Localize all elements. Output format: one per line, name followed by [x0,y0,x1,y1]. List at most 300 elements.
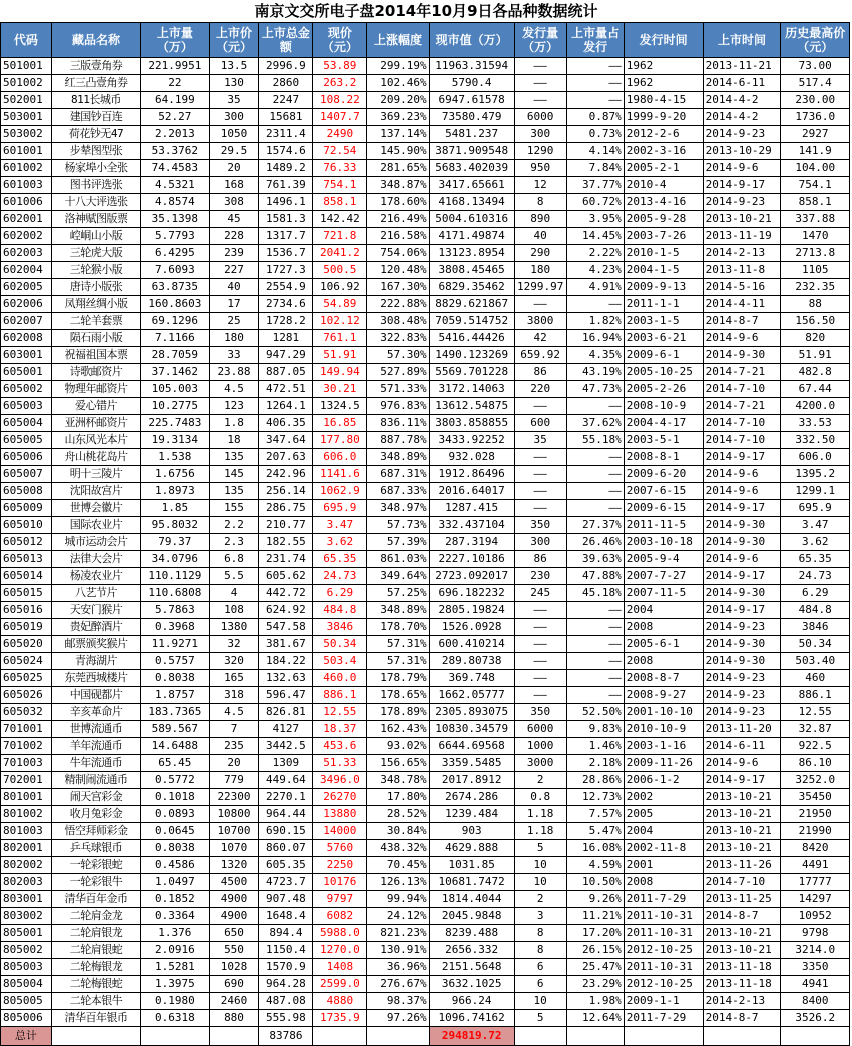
item-name-cell[interactable]: 唐诗小版张 [51,279,140,296]
listing-amount-cell[interactable]: 2247 [259,92,313,109]
header-cell[interactable]: 发行时间 [624,23,703,58]
rise-pct-cell[interactable]: 348.78% [367,772,429,789]
listing-date-cell[interactable]: 2014-5-16 [703,279,781,296]
issue-date-cell[interactable]: 2008-10-9 [624,398,703,415]
code-cell[interactable]: 602008 [1,330,52,347]
rise-pct-cell[interactable]: 369.23% [367,109,429,126]
code-cell[interactable]: 605004 [1,415,52,432]
issue-date-cell[interactable]: 2008-8-7 [624,670,703,687]
header-cell[interactable]: 现市值（万） [429,23,514,58]
market-value-cell[interactable]: 5569.701228 [429,364,514,381]
market-value-cell[interactable]: 903 [429,823,514,840]
rise-pct-cell[interactable]: 97.26% [367,1010,429,1027]
item-name-cell[interactable]: 十八大评选张 [51,194,140,211]
item-name-cell[interactable]: 二轮肩银蛇 [51,942,140,959]
listing-price-cell[interactable]: 650 [209,925,259,942]
current-price-cell[interactable]: 2041.2 [313,245,367,262]
listing-ratio-cell[interactable]: 4.91% [566,279,624,296]
highest-price-cell[interactable]: 86.10 [781,755,850,772]
listing-amount-cell[interactable]: 381.67 [259,636,313,653]
listing-qty-cell[interactable]: 0.5757 [141,653,210,670]
code-cell[interactable]: 605024 [1,653,52,670]
rise-pct-cell[interactable]: 137.14% [367,126,429,143]
rise-pct-cell[interactable]: 30.84% [367,823,429,840]
listing-price-cell[interactable]: 779 [209,772,259,789]
market-value-cell[interactable]: 6644.69568 [429,738,514,755]
listing-amount-cell[interactable]: 242.96 [259,466,313,483]
listing-qty-cell[interactable]: 105.003 [141,381,210,398]
listing-price-cell[interactable]: 4900 [209,908,259,925]
current-price-cell[interactable]: 460.0 [313,670,367,687]
issue-qty-cell[interactable]: 1000 [514,738,566,755]
table-cell[interactable] [624,1027,703,1046]
highest-price-cell[interactable]: 1736.0 [781,109,850,126]
listing-amount-cell[interactable]: 1489.2 [259,160,313,177]
item-name-cell[interactable]: 收月兔彩金 [51,806,140,823]
issue-date-cell[interactable]: 2007-6-15 [624,483,703,500]
listing-qty-cell[interactable]: 0.1852 [141,891,210,908]
listing-amount-cell[interactable]: 761.39 [259,177,313,194]
current-price-cell[interactable]: 24.73 [313,568,367,585]
issue-qty-cell[interactable]: —— [514,449,566,466]
current-price-cell[interactable]: 10176 [313,874,367,891]
issue-qty-cell[interactable]: 245 [514,585,566,602]
rise-pct-cell[interactable]: 281.65% [367,160,429,177]
item-name-cell[interactable]: 法律大会片 [51,551,140,568]
rise-pct-cell[interactable]: 178.79% [367,670,429,687]
listing-price-cell[interactable]: 123 [209,398,259,415]
current-price-cell[interactable]: 4880 [313,993,367,1010]
listing-date-cell[interactable]: 2013-10-21 [703,840,781,857]
listing-price-cell[interactable]: 4900 [209,891,259,908]
rise-pct-cell[interactable]: 57.39% [367,534,429,551]
listing-price-cell[interactable]: 6.8 [209,551,259,568]
listing-date-cell[interactable]: 2014-4-11 [703,296,781,313]
item-name-cell[interactable]: 步辇图型张 [51,143,140,160]
issue-date-cell[interactable]: 2005-10-25 [624,364,703,381]
listing-ratio-cell[interactable]: 9.83% [566,721,624,738]
issue-date-cell[interactable]: 2005-6-1 [624,636,703,653]
listing-date-cell[interactable]: 2013-10-21 [703,925,781,942]
listing-ratio-cell[interactable]: —— [566,602,624,619]
listing-qty-cell[interactable]: 1.3975 [141,976,210,993]
highest-price-cell[interactable]: 332.50 [781,432,850,449]
listing-ratio-cell[interactable]: 43.19% [566,364,624,381]
listing-date-cell[interactable]: 2013-11-18 [703,976,781,993]
listing-ratio-cell[interactable]: 39.63% [566,551,624,568]
issue-qty-cell[interactable]: 12 [514,177,566,194]
highest-price-cell[interactable]: 337.88 [781,211,850,228]
rise-pct-cell[interactable]: 527.89% [367,364,429,381]
rise-pct-cell[interactable]: 167.30% [367,279,429,296]
rise-pct-cell[interactable]: 130.91% [367,942,429,959]
rise-pct-cell[interactable]: 348.97% [367,500,429,517]
listing-date-cell[interactable]: 2013-11-20 [703,721,781,738]
rise-pct-cell[interactable]: 93.02% [367,738,429,755]
market-value-cell[interactable]: 5481.237 [429,126,514,143]
listing-qty-cell[interactable]: 10.2775 [141,398,210,415]
highest-price-cell[interactable]: 2713.8 [781,245,850,262]
current-price-cell[interactable]: 9797 [313,891,367,908]
listing-price-cell[interactable]: 135 [209,483,259,500]
current-price-cell[interactable]: 54.89 [313,296,367,313]
listing-qty-cell[interactable]: 65.45 [141,755,210,772]
total-listing-amount[interactable]: 83786 [259,1027,313,1046]
market-value-cell[interactable]: 287.3194 [429,534,514,551]
highest-price-cell[interactable]: 3846 [781,619,850,636]
listing-qty-cell[interactable]: 74.4583 [141,160,210,177]
rise-pct-cell[interactable]: 120.48% [367,262,429,279]
current-price-cell[interactable]: 102.12 [313,313,367,330]
listing-qty-cell[interactable]: 0.5772 [141,772,210,789]
listing-amount-cell[interactable]: 1264.1 [259,398,313,415]
issue-date-cell[interactable]: 2005-9-4 [624,551,703,568]
code-cell[interactable]: 602001 [1,211,52,228]
highest-price-cell[interactable]: 50.34 [781,636,850,653]
issue-date-cell[interactable]: 2009-9-13 [624,279,703,296]
issue-qty-cell[interactable]: 350 [514,517,566,534]
code-cell[interactable]: 805005 [1,993,52,1010]
listing-qty-cell[interactable]: 34.0796 [141,551,210,568]
listing-price-cell[interactable]: 1070 [209,840,259,857]
current-price-cell[interactable]: 1062.9 [313,483,367,500]
item-name-cell[interactable]: 精制闹流通币 [51,772,140,789]
listing-price-cell[interactable]: 20 [209,160,259,177]
issue-qty-cell[interactable]: 300 [514,126,566,143]
current-price-cell[interactable]: 1141.6 [313,466,367,483]
listing-qty-cell[interactable]: 0.0893 [141,806,210,823]
current-price-cell[interactable]: 1407.7 [313,109,367,126]
market-value-cell[interactable]: 8239.488 [429,925,514,942]
current-price-cell[interactable]: 14000 [313,823,367,840]
listing-qty-cell[interactable]: 5.7793 [141,228,210,245]
rise-pct-cell[interactable]: 276.67% [367,976,429,993]
listing-amount-cell[interactable]: 472.51 [259,381,313,398]
highest-price-cell[interactable]: 8420 [781,840,850,857]
issue-date-cell[interactable]: 2004-1-5 [624,262,703,279]
item-name-cell[interactable]: 811长城币 [51,92,140,109]
item-name-cell[interactable]: 三轮猴小版 [51,262,140,279]
listing-amount-cell[interactable]: 1574.6 [259,143,313,160]
rise-pct-cell[interactable]: 216.58% [367,228,429,245]
current-price-cell[interactable]: 3846 [313,619,367,636]
code-cell[interactable]: 702001 [1,772,52,789]
listing-qty-cell[interactable]: 14.6488 [141,738,210,755]
listing-ratio-cell[interactable]: —— [566,58,624,75]
current-price-cell[interactable]: 1324.5 [313,398,367,415]
listing-qty-cell[interactable]: 0.4586 [141,857,210,874]
rise-pct-cell[interactable]: 178.89% [367,704,429,721]
issue-date-cell[interactable]: 2001-10-10 [624,704,703,721]
item-name-cell[interactable]: 杨凌农业片 [51,568,140,585]
listing-amount-cell[interactable]: 1150.4 [259,942,313,959]
market-value-cell[interactable]: 11963.31594 [429,58,514,75]
listing-amount-cell[interactable]: 2734.6 [259,296,313,313]
issue-qty-cell[interactable]: 230 [514,568,566,585]
table-cell[interactable] [51,1027,140,1046]
listing-qty-cell[interactable]: 589.567 [141,721,210,738]
listing-date-cell[interactable]: 2013-10-29 [703,143,781,160]
listing-amount-cell[interactable]: 964.28 [259,976,313,993]
listing-date-cell[interactable]: 2014-9-30 [703,636,781,653]
issue-qty-cell[interactable]: 890 [514,211,566,228]
code-cell[interactable]: 605002 [1,381,52,398]
listing-qty-cell[interactable]: 7.1166 [141,330,210,347]
highest-price-cell[interactable]: 9798 [781,925,850,942]
market-value-cell[interactable]: 2227.10186 [429,551,514,568]
listing-date-cell[interactable]: 2014-7-21 [703,398,781,415]
code-cell[interactable]: 502001 [1,92,52,109]
market-value-cell[interactable]: 3803.858855 [429,415,514,432]
issue-date-cell[interactable]: 2009-6-20 [624,466,703,483]
code-cell[interactable]: 805003 [1,959,52,976]
market-value-cell[interactable]: 369.748 [429,670,514,687]
issue-qty-cell[interactable]: 86 [514,364,566,381]
issue-qty-cell[interactable]: 659.92 [514,347,566,364]
issue-qty-cell[interactable]: 6000 [514,721,566,738]
issue-date-cell[interactable]: 2002-3-16 [624,143,703,160]
highest-price-cell[interactable]: 3.62 [781,534,850,551]
code-cell[interactable]: 602007 [1,313,52,330]
code-cell[interactable]: 602004 [1,262,52,279]
issue-qty-cell[interactable]: —— [514,466,566,483]
highest-price-cell[interactable]: 517.4 [781,75,850,92]
listing-ratio-cell[interactable]: —— [566,398,624,415]
highest-price-cell[interactable]: 35450 [781,789,850,806]
listing-price-cell[interactable]: 7 [209,721,259,738]
listing-amount-cell[interactable]: 860.07 [259,840,313,857]
rise-pct-cell[interactable]: 178.65% [367,687,429,704]
rise-pct-cell[interactable]: 348.89% [367,602,429,619]
listing-amount-cell[interactable]: 256.14 [259,483,313,500]
highest-price-cell[interactable]: 1470 [781,228,850,245]
listing-qty-cell[interactable]: 2.2013 [141,126,210,143]
listing-qty-cell[interactable]: 53.3762 [141,143,210,160]
highest-price-cell[interactable]: 1299.1 [781,483,850,500]
rise-pct-cell[interactable]: 162.43% [367,721,429,738]
listing-ratio-cell[interactable]: 11.21% [566,908,624,925]
listing-qty-cell[interactable]: 6.4295 [141,245,210,262]
market-value-cell[interactable]: 1912.86496 [429,466,514,483]
issue-qty-cell[interactable]: 2 [514,772,566,789]
listing-amount-cell[interactable]: 547.58 [259,619,313,636]
listing-amount-cell[interactable]: 826.81 [259,704,313,721]
item-name-cell[interactable]: 二轮肩金龙 [51,908,140,925]
rise-pct-cell[interactable]: 57.25% [367,585,429,602]
listing-price-cell[interactable]: 320 [209,653,259,670]
header-cell[interactable]: 现价（元） [313,23,367,58]
code-cell[interactable]: 701003 [1,755,52,772]
issue-qty-cell[interactable]: 40 [514,228,566,245]
code-cell[interactable]: 501001 [1,58,52,75]
item-name-cell[interactable]: 世博会徽片 [51,500,140,517]
highest-price-cell[interactable]: 73.00 [781,58,850,75]
market-value-cell[interactable]: 2151.5648 [429,959,514,976]
total-market-value[interactable]: 294819.72 [429,1027,514,1046]
listing-price-cell[interactable]: 4500 [209,874,259,891]
market-value-cell[interactable]: 3433.92252 [429,432,514,449]
listing-ratio-cell[interactable]: 26.15% [566,942,624,959]
highest-price-cell[interactable]: 858.1 [781,194,850,211]
listing-amount-cell[interactable]: 184.22 [259,653,313,670]
listing-date-cell[interactable]: 2013-11-26 [703,857,781,874]
highest-price-cell[interactable]: 4941 [781,976,850,993]
current-price-cell[interactable]: 142.42 [313,211,367,228]
code-cell[interactable]: 605019 [1,619,52,636]
listing-ratio-cell[interactable]: 25.47% [566,959,624,976]
highest-price-cell[interactable]: 17777 [781,874,850,891]
code-cell[interactable]: 605032 [1,704,52,721]
highest-price-cell[interactable]: 67.44 [781,381,850,398]
issue-qty-cell[interactable]: 6 [514,959,566,976]
listing-amount-cell[interactable]: 1496.1 [259,194,313,211]
listing-ratio-cell[interactable]: —— [566,449,624,466]
item-name-cell[interactable]: 乒乓球银币 [51,840,140,857]
listing-date-cell[interactable]: 2014-9-17 [703,602,781,619]
issue-qty-cell[interactable]: —— [514,670,566,687]
market-value-cell[interactable]: 332.437104 [429,517,514,534]
listing-price-cell[interactable]: 227 [209,262,259,279]
listing-ratio-cell[interactable]: —— [566,653,624,670]
market-value-cell[interactable]: 2305.893075 [429,704,514,721]
listing-price-cell[interactable]: 235 [209,738,259,755]
rise-pct-cell[interactable]: 24.12% [367,908,429,925]
listing-qty-cell[interactable]: 160.8603 [141,296,210,313]
issue-date-cell[interactable]: 1980-4-15 [624,92,703,109]
code-cell[interactable]: 802003 [1,874,52,891]
current-price-cell[interactable]: 6082 [313,908,367,925]
highest-price-cell[interactable]: 4491 [781,857,850,874]
rise-pct-cell[interactable]: 348.87% [367,177,429,194]
listing-price-cell[interactable]: 318 [209,687,259,704]
listing-date-cell[interactable]: 2014-9-30 [703,517,781,534]
listing-ratio-cell[interactable]: —— [566,75,624,92]
listing-date-cell[interactable]: 2014-9-30 [703,653,781,670]
listing-ratio-cell[interactable]: 4.23% [566,262,624,279]
listing-amount-cell[interactable]: 1317.7 [259,228,313,245]
highest-price-cell[interactable]: 1105 [781,262,850,279]
current-price-cell[interactable]: 5760 [313,840,367,857]
issue-qty-cell[interactable]: 3800 [514,313,566,330]
market-value-cell[interactable]: 73580.479 [429,109,514,126]
listing-price-cell[interactable]: 32 [209,636,259,653]
listing-price-cell[interactable]: 33 [209,347,259,364]
listing-ratio-cell[interactable]: 26.46% [566,534,624,551]
listing-qty-cell[interactable]: 37.1462 [141,364,210,381]
listing-price-cell[interactable]: 18 [209,432,259,449]
listing-ratio-cell[interactable]: —— [566,92,624,109]
issue-qty-cell[interactable]: 1299.97 [514,279,566,296]
listing-amount-cell[interactable]: 4127 [259,721,313,738]
listing-price-cell[interactable]: 2.2 [209,517,259,534]
listing-ratio-cell[interactable]: 10.50% [566,874,624,891]
issue-qty-cell[interactable]: 5 [514,1010,566,1027]
current-price-cell[interactable]: 76.33 [313,160,367,177]
listing-amount-cell[interactable]: 605.35 [259,857,313,874]
issue-qty-cell[interactable]: —— [514,500,566,517]
code-cell[interactable]: 605026 [1,687,52,704]
listing-ratio-cell[interactable]: 0.87% [566,109,624,126]
rise-pct-cell[interactable]: 145.90% [367,143,429,160]
listing-date-cell[interactable]: 2014-9-17 [703,568,781,585]
issue-date-cell[interactable]: 2010-4 [624,177,703,194]
rise-pct-cell[interactable]: 299.19% [367,58,429,75]
listing-qty-cell[interactable]: 63.8735 [141,279,210,296]
listing-qty-cell[interactable]: 221.9951 [141,58,210,75]
listing-amount-cell[interactable]: 1536.7 [259,245,313,262]
listing-qty-cell[interactable]: 22 [141,75,210,92]
current-price-cell[interactable]: 761.1 [313,330,367,347]
market-value-cell[interactable]: 3632.1025 [429,976,514,993]
listing-price-cell[interactable]: 45 [209,211,259,228]
issue-qty-cell[interactable]: —— [514,483,566,500]
item-name-cell[interactable]: 凤翔丝绸小版 [51,296,140,313]
table-cell[interactable] [566,1027,624,1046]
listing-qty-cell[interactable]: 1.538 [141,449,210,466]
item-name-cell[interactable]: 杨家埠小全张 [51,160,140,177]
market-value-cell[interactable]: 13123.8954 [429,245,514,262]
highest-price-cell[interactable]: 3252.0 [781,772,850,789]
listing-qty-cell[interactable]: 225.7483 [141,415,210,432]
issue-date-cell[interactable]: 2008 [624,653,703,670]
code-cell[interactable]: 805001 [1,925,52,942]
listing-price-cell[interactable]: 4.5 [209,381,259,398]
issue-date-cell[interactable]: 2004 [624,602,703,619]
listing-ratio-cell[interactable]: 12.73% [566,789,624,806]
current-price-cell[interactable]: 1735.9 [313,1010,367,1027]
listing-amount-cell[interactable]: 947.29 [259,347,313,364]
code-cell[interactable]: 803002 [1,908,52,925]
listing-qty-cell[interactable]: 0.8038 [141,840,210,857]
listing-date-cell[interactable]: 2014-7-10 [703,415,781,432]
issue-qty-cell[interactable]: —— [514,58,566,75]
listing-ratio-cell[interactable]: 28.86% [566,772,624,789]
listing-date-cell[interactable]: 2014-9-30 [703,347,781,364]
listing-qty-cell[interactable]: 0.8038 [141,670,210,687]
issue-date-cell[interactable]: 2009-1-1 [624,993,703,1010]
rise-pct-cell[interactable]: 57.31% [367,653,429,670]
current-price-cell[interactable]: 53.89 [313,58,367,75]
item-name-cell[interactable]: 诗歌邮资片 [51,364,140,381]
highest-price-cell[interactable]: 606.0 [781,449,850,466]
listing-price-cell[interactable]: 13.5 [209,58,259,75]
current-price-cell[interactable]: 177.80 [313,432,367,449]
listing-date-cell[interactable]: 2014-9-23 [703,704,781,721]
issue-date-cell[interactable]: 2005 [624,806,703,823]
listing-amount-cell[interactable]: 555.98 [259,1010,313,1027]
issue-qty-cell[interactable]: —— [514,687,566,704]
highest-price-cell[interactable]: 88 [781,296,850,313]
table-cell[interactable] [367,1027,429,1046]
listing-date-cell[interactable]: 2014-9-17 [703,449,781,466]
listing-ratio-cell[interactable]: 2.18% [566,755,624,772]
item-name-cell[interactable]: 二轮梅银龙 [51,959,140,976]
issue-qty-cell[interactable]: 1.18 [514,823,566,840]
listing-date-cell[interactable]: 2013-10-21 [703,823,781,840]
listing-price-cell[interactable]: 145 [209,466,259,483]
market-value-cell[interactable]: 1287.415 [429,500,514,517]
item-name-cell[interactable]: 图书评选张 [51,177,140,194]
current-price-cell[interactable]: 2490 [313,126,367,143]
item-name-cell[interactable]: 世博流通币 [51,721,140,738]
rise-pct-cell[interactable]: 70.45% [367,857,429,874]
listing-price-cell[interactable]: 17 [209,296,259,313]
code-cell[interactable]: 605007 [1,466,52,483]
issue-qty-cell[interactable]: 1.18 [514,806,566,823]
market-value-cell[interactable]: 2017.8912 [429,772,514,789]
issue-date-cell[interactable]: 2003-6-21 [624,330,703,347]
listing-ratio-cell[interactable]: 7.57% [566,806,624,823]
